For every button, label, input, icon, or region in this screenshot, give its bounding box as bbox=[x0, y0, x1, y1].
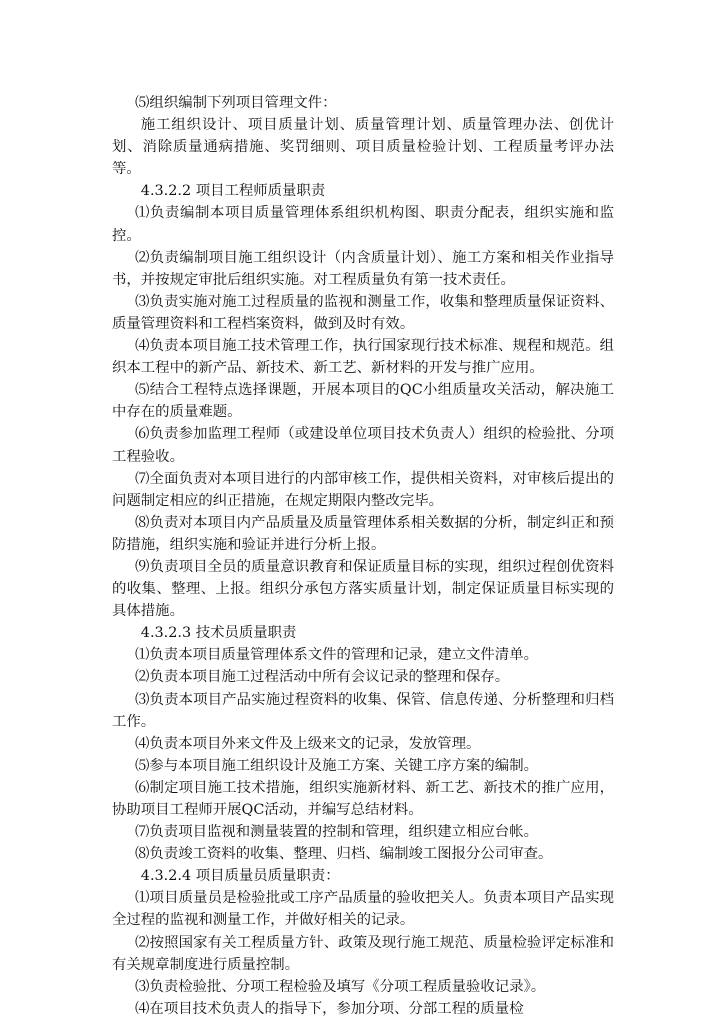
paragraph: ⑷负责本项目施工技术管理工作，执行国家现行技术标准、规程和规范。组织本工程中的新产品、新技术、新工艺、新材料的开发与推广应用。 bbox=[112, 338, 614, 377]
paragraph: ⑼负责项目全员的质量意识教育和保证质量目标的实现，组织过程创优资料的收集、整理、上报。组织分承包方落实质量计划，制定保证质量目标实现的具体措施。 bbox=[112, 558, 614, 620]
paragraph: ⑴项目质量员是检验批或工序产品质量的验收把关人。负责本项目产品实现全过程的监视和测量工作，并做好相关的记录。 bbox=[112, 890, 614, 929]
paragraph: ⑺负责项目监视和测量装置的控制和管理，组织建立相应台帐。 bbox=[135, 824, 538, 841]
paragraph: ⑶负责本项目产品实施过程资料的收集、保管、信息传递、分析整理和归档工作。 bbox=[112, 691, 614, 730]
paragraph: ⑸参与本项目施工组织设计及施工方案、关键工序方案的编制。 bbox=[135, 757, 538, 774]
paragraph: ⑶负责实施对施工过程质量的监视和测量工作，收集和整理质量保证资料、质量管理资料和工程档案资料，做到及时有效。 bbox=[112, 293, 614, 332]
section-heading: 4.3.2.3 技术员质量职责 bbox=[140, 625, 297, 642]
paragraph: ⑷负责本项目外来文件及上级来文的记录，发放管理。 bbox=[135, 735, 481, 752]
paragraph: ⑴负责编制本项目质量管理体系组织机构图、职责分配表，组织实施和监控。 bbox=[112, 205, 614, 244]
paragraph: ⑹负责参加监理工程师（或建设单位项目技术负责人）组织的检验批、分项工程验收。 bbox=[112, 426, 614, 465]
paragraph: ⑸组织编制下列项目管理文件： bbox=[135, 95, 337, 111]
paragraph: ⑻负责对本项目内产品质量及质量管理体系相关数据的分析，制定纠正和预防措施，组织实施和验证并进行分析上报。 bbox=[112, 514, 614, 553]
paragraph: ⑵按照国家有关工程质量方针、政策及现行施工规范、质量检验评定标准和有关规章制度进行质量控制。 bbox=[112, 934, 614, 973]
paragraph: ⑹制定项目施工技术措施，组织实施新材料、新工艺、新技术的推广应用，协助项目工程师开展QC活动，并编写总结材料。 bbox=[112, 779, 614, 818]
paragraph: ⑶负责检验批、分项工程检验及填写《分项工程质量验收记录》。 bbox=[135, 978, 546, 995]
paragraph: 施工组织设计、项目质量计划、质量管理计划、质量管理办法、创优计划、消除质量通病措施、奖罚细则、项目质量检验计划、工程质量考评办法等。 bbox=[112, 117, 614, 178]
paragraph: ⑴负责本项目质量管理体系文件的管理和记录，建立文件清单。 bbox=[135, 647, 538, 664]
paragraph: ⑵负责编制项目施工组织设计（内含质量计划）、施工方案和相关作业指导书，并按规定审批后组织实施。对工程质量负有第一技术责任。 bbox=[112, 249, 614, 288]
paragraph: ⑷在项目技术负责人的指导下，参加分项、分部工程的质量检 bbox=[135, 1000, 524, 1017]
document-page bbox=[112, 92, 614, 1020]
paragraph: ⑺全面负责对本项目进行的内部审核工作，提供相关资料，对审核后提出的问题制定相应的纠正措施，在规定期限内整改完毕。 bbox=[112, 470, 614, 509]
section-heading: 4.3.2.2 项目工程师质量职责 bbox=[140, 183, 326, 200]
paragraph: ⑸结合工程特点选择课题，开展本项目的QC小组质量攻关活动，解决施工中存在的质量难题。 bbox=[112, 382, 614, 421]
section-heading: 4.3.2.4 项目质量员质量职责： bbox=[140, 868, 340, 885]
paragraph: ⑻负责竣工资料的收集、整理、归档、编制竣工图报分公司审查。 bbox=[135, 846, 553, 863]
paragraph: ⑵负责本项目施工过程活动中所有会议记录的整理和保存。 bbox=[135, 669, 510, 686]
